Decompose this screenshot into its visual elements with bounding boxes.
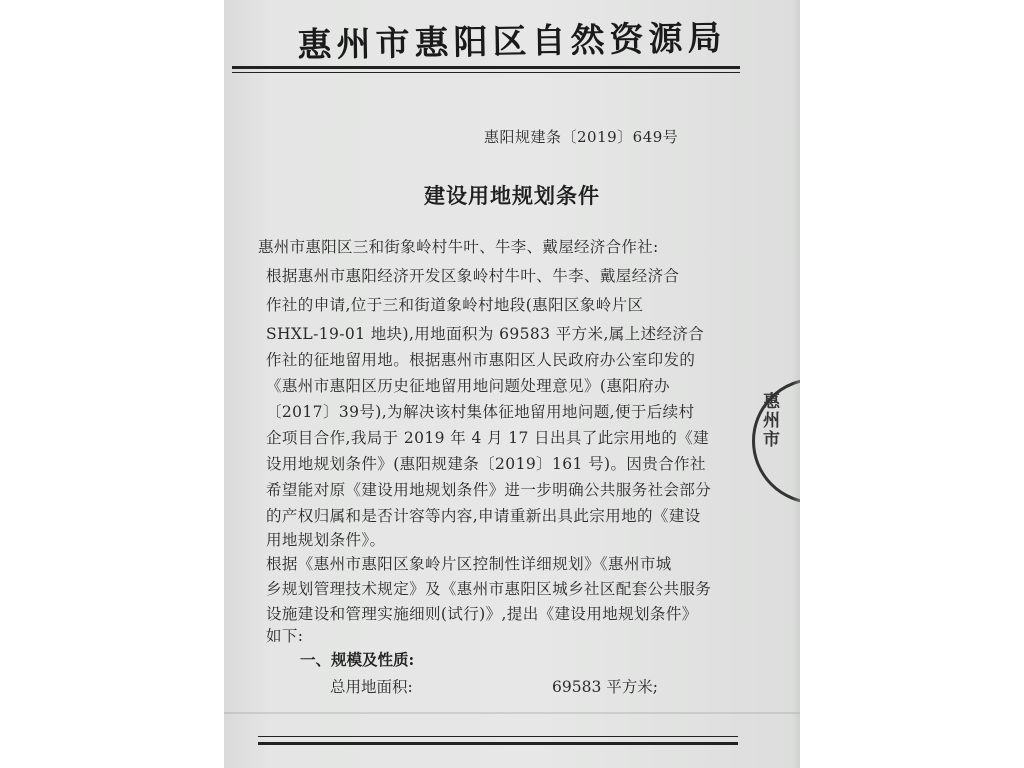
body-line: 设施建设和管理实施细则(试行)》,提出《建设用地规划条件》 bbox=[266, 605, 698, 623]
body-line: 根据《惠州市惠阳区象岭片区控制性详细规划》《惠州市城 bbox=[266, 555, 672, 573]
body-line: 〔2017〕39号),为解决该村集体征地留用地问题,便于后续村 bbox=[266, 403, 695, 421]
body-line: 的产权归属和是否计容等内容,申请重新出具此宗用地的《建设 bbox=[266, 507, 701, 525]
addressee: 惠州市惠阳区三和街象岭村牛叶、牛李、戴屋经济合作社: bbox=[258, 238, 659, 256]
section-heading: 一、规模及性质: bbox=[300, 650, 415, 669]
body-line: 希望能对原《建设用地规划条件》进一步明确公共服务社会部分 bbox=[266, 481, 712, 499]
area-value: 69583 平方米; bbox=[552, 678, 658, 696]
body-line: 作社的申请,位于三和街道象岭村地段(惠阳区象岭片区 bbox=[266, 296, 644, 314]
agency-letterhead: 惠州市惠阳区自然资源局 bbox=[297, 18, 727, 66]
body-line: 乡规划管理技术规定》及《惠州市惠阳区城乡社区配套公共服务 bbox=[266, 580, 712, 598]
document-title: 建设用地规划条件 bbox=[424, 183, 600, 208]
header-rule-thin bbox=[232, 72, 740, 73]
footer-rule-thick bbox=[258, 742, 738, 745]
document-number: 惠阳规建条〔2019〕649号 bbox=[484, 128, 679, 146]
seal-text: 惠州市 bbox=[759, 392, 779, 449]
page-fold bbox=[224, 712, 800, 714]
body-line: 根据惠州市惠阳经济开发区象岭村牛叶、牛李、戴屋经济合 bbox=[266, 267, 680, 285]
document-page bbox=[224, 0, 800, 768]
body-line: SHXL-19-01 地块),用地面积为 69583 平方米,属上述经济合 bbox=[266, 325, 705, 343]
header-rule-thick bbox=[232, 66, 740, 69]
area-label: 总用地面积: bbox=[330, 678, 413, 696]
body-line: 作社的征地留用地。根据惠州市惠阳区人民政府办公室印发的 bbox=[266, 351, 696, 369]
body-line: 设用地规划条件》(惠阳规建条〔2019〕161 号)。因贵合作社 bbox=[266, 455, 706, 473]
body-line: 用地规划条件》。 bbox=[266, 531, 386, 549]
body-line: 如下: bbox=[266, 627, 304, 645]
footer-rule-thin bbox=[258, 736, 738, 737]
body-line: 企项目合作,我局于 2019 年 4 月 17 日出具了此宗用地的《建 bbox=[266, 429, 710, 447]
body-line: 《惠州市惠阳区历史征地留用地问题处理意见》(惠阳府办 bbox=[266, 377, 670, 395]
